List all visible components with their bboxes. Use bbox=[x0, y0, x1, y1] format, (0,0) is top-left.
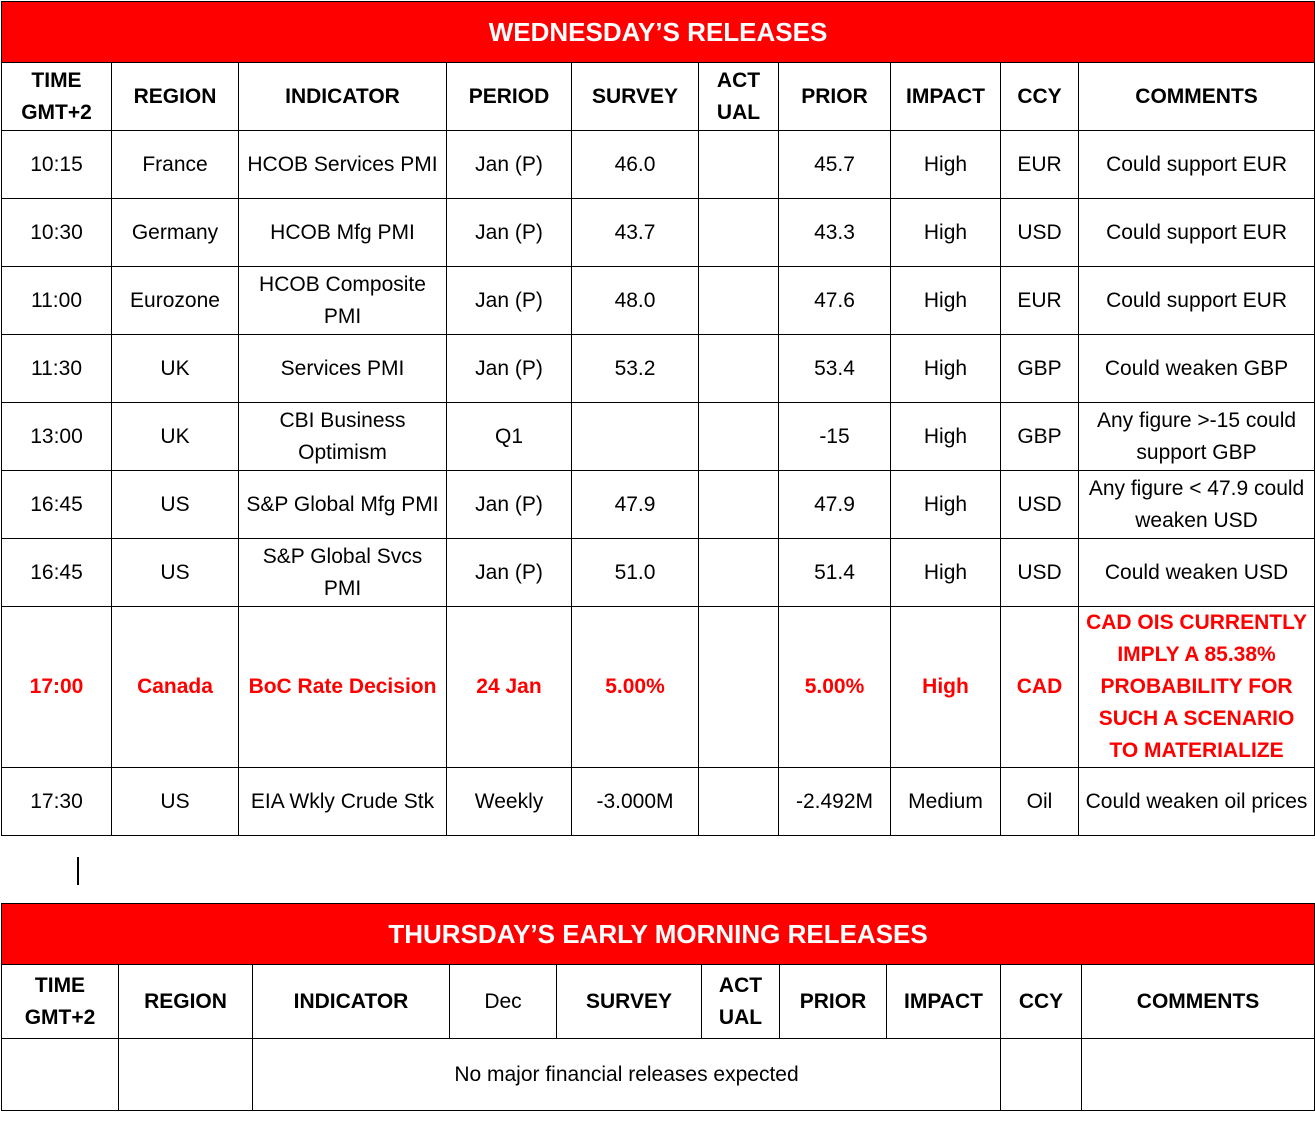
cell-time: 17:30 bbox=[2, 768, 112, 836]
cell-indicator: HCOB Services PMI bbox=[239, 131, 447, 199]
cell-time: 13:00 bbox=[2, 403, 112, 471]
cell-region: UK bbox=[112, 335, 239, 403]
cell-region: US bbox=[112, 768, 239, 836]
cell-comments: Could weaken oil prices bbox=[1079, 768, 1315, 836]
cell-impact: High bbox=[891, 539, 1001, 607]
cell-prior: 43.3 bbox=[779, 199, 891, 267]
header-region: REGION bbox=[119, 965, 253, 1039]
cell-time: 10:15 bbox=[2, 131, 112, 199]
cell-actual bbox=[699, 335, 779, 403]
cell-time: 10:30 bbox=[2, 199, 112, 267]
table-row bbox=[2, 131, 1315, 199]
no-releases-note: No major financial releases expected bbox=[253, 1039, 1001, 1111]
cell-indicator: CBI Business Optimism bbox=[239, 403, 447, 471]
cell-ccy: GBP bbox=[1001, 403, 1079, 471]
cell-ccy: EUR bbox=[1001, 131, 1079, 199]
table-row bbox=[2, 768, 1315, 836]
cell-period: 24 Jan bbox=[447, 607, 572, 768]
cell-period: Jan (P) bbox=[447, 471, 572, 539]
thursday-title: THURSDAY’S EARLY MORNING RELEASES bbox=[2, 904, 1315, 965]
cell-indicator: HCOB Composite PMI bbox=[239, 267, 447, 335]
cell-ccy: USD bbox=[1001, 471, 1079, 539]
cell-period: Jan (P) bbox=[447, 335, 572, 403]
cell-actual bbox=[699, 768, 779, 836]
cell-survey bbox=[572, 403, 699, 471]
table-row bbox=[2, 539, 1315, 607]
cell-impact: High bbox=[891, 335, 1001, 403]
cell-comments: Could support EUR bbox=[1079, 199, 1315, 267]
cell-survey: 46.0 bbox=[572, 131, 699, 199]
text-cursor bbox=[77, 857, 79, 885]
cell-actual bbox=[699, 267, 779, 335]
cell-survey: 53.2 bbox=[572, 335, 699, 403]
table-row bbox=[2, 199, 1315, 267]
table-row bbox=[2, 607, 1315, 768]
cell-impact: High bbox=[891, 199, 1001, 267]
cell-impact: High bbox=[891, 471, 1001, 539]
cell-actual bbox=[699, 471, 779, 539]
wednesday-title: WEDNESDAY’S RELEASES bbox=[2, 2, 1315, 63]
cell-impact: High bbox=[891, 131, 1001, 199]
cell-survey: 47.9 bbox=[572, 471, 699, 539]
cell-time: 11:00 bbox=[2, 267, 112, 335]
cell-prior: -2.492M bbox=[779, 768, 891, 836]
cell-actual bbox=[699, 131, 779, 199]
cell-ccy: EUR bbox=[1001, 267, 1079, 335]
cell-time: 17:00 bbox=[2, 607, 112, 768]
cell-comments: Any figure >-15 could support GBP bbox=[1079, 403, 1315, 471]
cell-survey: 51.0 bbox=[572, 539, 699, 607]
cell-ccy: GBP bbox=[1001, 335, 1079, 403]
cell-prior: 5.00% bbox=[779, 607, 891, 768]
header-actual: ACT UAL bbox=[702, 965, 780, 1039]
empty-cell bbox=[1082, 1039, 1315, 1111]
cell-region: Eurozone bbox=[112, 267, 239, 335]
cell-indicator: EIA Wkly Crude Stk bbox=[239, 768, 447, 836]
cell-ccy: USD bbox=[1001, 199, 1079, 267]
table-row bbox=[2, 267, 1315, 335]
cell-period: Jan (P) bbox=[447, 539, 572, 607]
cell-survey: -3.000M bbox=[572, 768, 699, 836]
empty-cell bbox=[1001, 1039, 1082, 1111]
cell-comments: Could support EUR bbox=[1079, 131, 1315, 199]
cell-region: Germany bbox=[112, 199, 239, 267]
cell-actual bbox=[699, 199, 779, 267]
cell-indicator: BoC Rate Decision bbox=[239, 607, 447, 768]
cell-prior: -15 bbox=[779, 403, 891, 471]
cell-indicator: S&P Global Svcs PMI bbox=[239, 539, 447, 607]
cell-impact: Medium bbox=[891, 768, 1001, 836]
cell-region: Canada bbox=[112, 607, 239, 768]
header-impact: IMPACT bbox=[887, 965, 1001, 1039]
cell-period: Jan (P) bbox=[447, 267, 572, 335]
header-period: PERIOD bbox=[447, 63, 572, 131]
cell-actual bbox=[699, 539, 779, 607]
table-row bbox=[2, 335, 1315, 403]
cell-time: 16:45 bbox=[2, 539, 112, 607]
cell-comments: CAD OIS CURRENTLY IMPLY A 85.38% PROBABILITY FOR SUCH A SCENARIO TO MATERIALIZE bbox=[1079, 607, 1315, 768]
header-ccy: CCY bbox=[1001, 63, 1079, 131]
cell-impact: High bbox=[891, 403, 1001, 471]
cell-indicator: HCOB Mfg PMI bbox=[239, 199, 447, 267]
cell-prior: 51.4 bbox=[779, 539, 891, 607]
cell-period: Q1 bbox=[447, 403, 572, 471]
cell-survey: 48.0 bbox=[572, 267, 699, 335]
header-region: REGION bbox=[112, 63, 239, 131]
header-comments: COMMENTS bbox=[1082, 965, 1315, 1039]
header-prior: PRIOR bbox=[780, 965, 887, 1039]
cell-region: France bbox=[112, 131, 239, 199]
cell-indicator: Services PMI bbox=[239, 335, 447, 403]
header-actual: ACT UAL bbox=[699, 63, 779, 131]
header-period: Dec bbox=[450, 965, 557, 1039]
empty-cell bbox=[119, 1039, 253, 1111]
cell-impact: High bbox=[891, 267, 1001, 335]
header-survey: SURVEY bbox=[572, 63, 699, 131]
header-ccy: CCY bbox=[1001, 965, 1082, 1039]
cell-region: UK bbox=[112, 403, 239, 471]
cell-survey: 5.00% bbox=[572, 607, 699, 768]
cell-period: Weekly bbox=[447, 768, 572, 836]
cell-prior: 47.6 bbox=[779, 267, 891, 335]
header-time: TIME GMT+2 bbox=[2, 965, 119, 1039]
cell-comments: Could weaken USD bbox=[1079, 539, 1315, 607]
wednesday-releases-table bbox=[1, 1, 1315, 836]
cell-actual bbox=[699, 607, 779, 768]
cell-time: 16:45 bbox=[2, 471, 112, 539]
table-row bbox=[2, 403, 1315, 471]
cell-ccy: CAD bbox=[1001, 607, 1079, 768]
cell-comments: Any figure < 47.9 could weaken USD bbox=[1079, 471, 1315, 539]
header-comments: COMMENTS bbox=[1079, 63, 1315, 131]
header-prior: PRIOR bbox=[779, 63, 891, 131]
cell-impact: High bbox=[891, 607, 1001, 768]
cell-prior: 53.4 bbox=[779, 335, 891, 403]
cell-prior: 47.9 bbox=[779, 471, 891, 539]
cell-ccy: USD bbox=[1001, 539, 1079, 607]
header-impact: IMPACT bbox=[891, 63, 1001, 131]
cell-period: Jan (P) bbox=[447, 199, 572, 267]
cell-comments: Could weaken GBP bbox=[1079, 335, 1315, 403]
cell-comments: Could support EUR bbox=[1079, 267, 1315, 335]
cell-ccy: Oil bbox=[1001, 768, 1079, 836]
header-survey: SURVEY bbox=[557, 965, 702, 1039]
cell-prior: 45.7 bbox=[779, 131, 891, 199]
cell-survey: 43.7 bbox=[572, 199, 699, 267]
table-row bbox=[2, 471, 1315, 539]
header-indicator: INDICATOR bbox=[253, 965, 450, 1039]
cell-actual bbox=[699, 403, 779, 471]
empty-cell bbox=[2, 1039, 119, 1111]
cell-region: US bbox=[112, 471, 239, 539]
cell-period: Jan (P) bbox=[447, 131, 572, 199]
header-time: TIME GMT+2 bbox=[2, 63, 112, 131]
header-indicator: INDICATOR bbox=[239, 63, 447, 131]
thursday-releases-table bbox=[1, 903, 1315, 1111]
cell-region: US bbox=[112, 539, 239, 607]
cell-indicator: S&P Global Mfg PMI bbox=[239, 471, 447, 539]
cell-time: 11:30 bbox=[2, 335, 112, 403]
